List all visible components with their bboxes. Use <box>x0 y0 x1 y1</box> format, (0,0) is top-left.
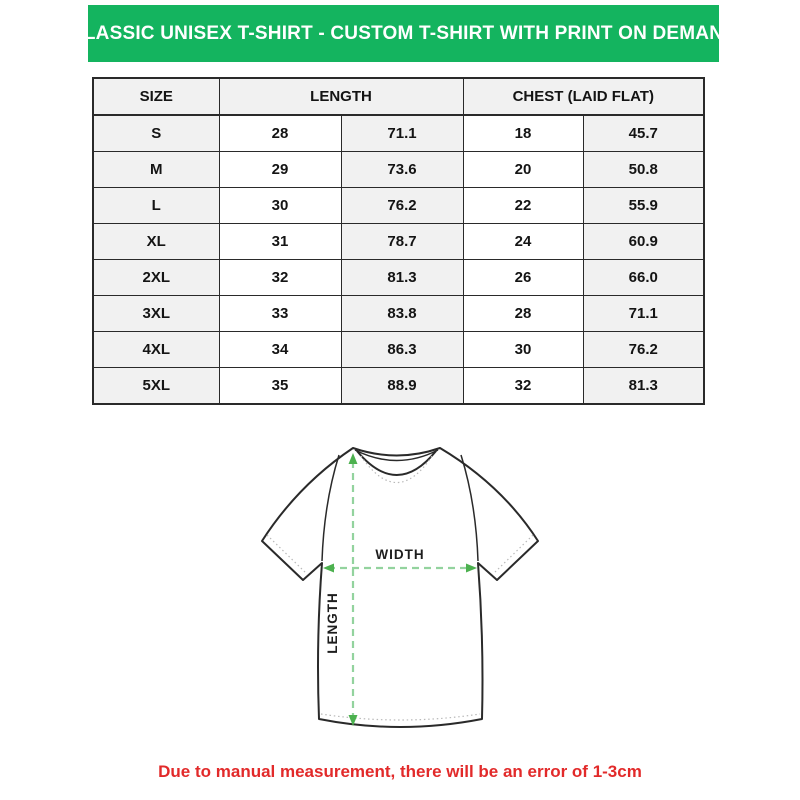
table-row <box>93 115 704 152</box>
chest-cm-cell: 45.7 <box>583 115 704 152</box>
length-cm-cell: 83.8 <box>341 296 463 332</box>
table-header-row <box>93 78 704 115</box>
length-in-cell: 34 <box>219 332 341 368</box>
header-size: SIZE <box>93 78 219 115</box>
table-row <box>93 296 704 332</box>
title-banner <box>69 5 738 62</box>
size-cell: 2XL <box>93 260 219 296</box>
chest-cm-cell: 50.8 <box>583 152 704 188</box>
width-label: WIDTH <box>375 547 425 562</box>
table-row <box>93 152 704 188</box>
chest-in-cell: 32 <box>463 368 583 405</box>
length-cm-cell: 81.3 <box>341 260 463 296</box>
chest-cm-cell: 66.0 <box>583 260 704 296</box>
size-cell: M <box>93 152 219 188</box>
length-cm-cell: 73.6 <box>341 152 463 188</box>
length-cm-cell: 76.2 <box>341 188 463 224</box>
length-in-cell: 32 <box>219 260 341 296</box>
chest-cm-cell: 76.2 <box>583 332 704 368</box>
length-in-cell: 33 <box>219 296 341 332</box>
chest-in-cell: 28 <box>463 296 583 332</box>
size-cell: L <box>93 188 219 224</box>
tshirt-outline <box>262 448 538 727</box>
length-in-cell: 35 <box>219 368 341 405</box>
size-cell: 3XL <box>93 296 219 332</box>
size-cell: S <box>93 115 219 152</box>
table-row <box>93 188 704 224</box>
length-in-cell: 31 <box>219 224 341 260</box>
length-label: LENGTH <box>325 592 340 654</box>
table-row <box>93 260 704 296</box>
length-in-cell: 29 <box>219 152 341 188</box>
chest-in-cell: 20 <box>463 152 583 188</box>
chest-cm-cell: 55.9 <box>583 188 704 224</box>
chest-cm-cell: 60.9 <box>583 224 704 260</box>
size-cell: 5XL <box>93 368 219 405</box>
chest-in-cell: 24 <box>463 224 583 260</box>
table-row <box>93 224 704 260</box>
chest-in-cell: 30 <box>463 332 583 368</box>
header-length: LENGTH <box>219 78 463 115</box>
chest-in-cell: 22 <box>463 188 583 224</box>
length-in-cell: 30 <box>219 188 341 224</box>
chest-in-cell: 26 <box>463 260 583 296</box>
length-in-cell: 28 <box>219 115 341 152</box>
size-cell: XL <box>93 224 219 260</box>
chest-cm-cell: 71.1 <box>583 296 704 332</box>
tshirt-diagram-svg <box>240 435 560 755</box>
table-row <box>93 368 704 405</box>
measurement-error-note: Due to manual measurement, there will be an error of 1-3cm <box>158 762 642 781</box>
length-cm-cell: 71.1 <box>341 115 463 152</box>
chest-cm-cell: 81.3 <box>583 368 704 405</box>
tshirt-measurement-diagram <box>240 435 560 755</box>
chest-in-cell: 18 <box>463 115 583 152</box>
size-cell: 4XL <box>93 332 219 368</box>
length-cm-cell: 78.7 <box>341 224 463 260</box>
size-chart-table <box>92 77 705 405</box>
length-cm-cell: 88.9 <box>341 368 463 405</box>
table-row <box>93 332 704 368</box>
page-title: CLASSIC UNISEX T-SHIRT - CUSTOM T-SHIRT WITH PRINT ON DEMAND <box>69 22 738 44</box>
header-chest: CHEST (LAID FLAT) <box>463 78 704 115</box>
length-cm-cell: 86.3 <box>341 332 463 368</box>
